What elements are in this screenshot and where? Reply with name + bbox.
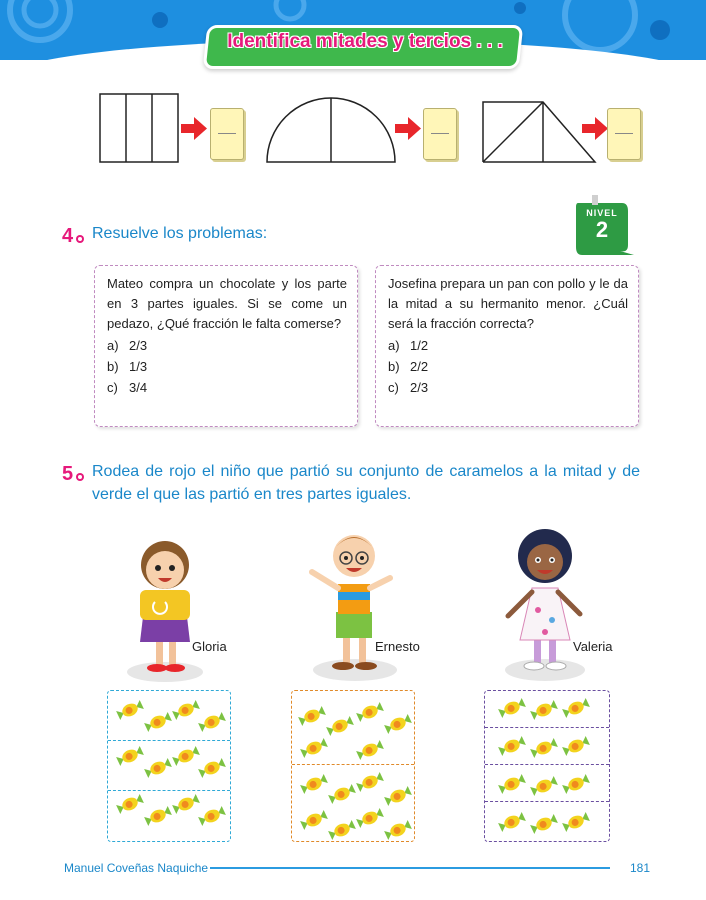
problem-1-text: Mateo compra un chocolate y los parte en 3 partes iguales. Si se come un pedazo, ¿Qué fracción le falta comerse?: [107, 276, 347, 331]
candy-icon: [530, 813, 559, 835]
candy-icon: [562, 735, 591, 757]
answer-box-2[interactable]: [423, 108, 457, 160]
problem-card-2: [375, 265, 639, 427]
candy-icon: [172, 699, 201, 721]
child-name-gloria: Gloria: [192, 639, 227, 654]
candy-icon: [300, 737, 329, 759]
problem-2-options: [388, 338, 588, 401]
fraction-shapes: [95, 88, 655, 168]
level-label: NIVEL: [586, 208, 618, 218]
candy-icon: [326, 715, 355, 737]
candy-icon: [562, 697, 591, 719]
child-name-ernesto: Ernesto: [375, 639, 420, 654]
candy-icon: [144, 805, 173, 827]
candy-icon: [356, 807, 385, 829]
footer-author: Manuel Coveñas Naquiche: [64, 861, 209, 875]
candy-icon: [562, 811, 591, 833]
page-title: Identifica mitades y tercios . . .: [227, 31, 503, 52]
candy-icon: [356, 701, 385, 723]
candy-icon: [116, 699, 145, 721]
candy-icon: [116, 793, 145, 815]
candy-layer: [100, 690, 620, 845]
rectangle-triangles-shape: [483, 102, 595, 162]
option-b[interactable]: b) 1/3: [107, 359, 148, 374]
exercise-4-instruction: Resuelve los problemas:: [92, 225, 268, 242]
candy-icon: [530, 775, 559, 797]
child-name-valeria: Valeria: [573, 639, 613, 654]
candy-icon: [356, 771, 385, 793]
candy-icon: [498, 811, 527, 833]
answer-box-3[interactable]: [607, 108, 641, 160]
candy-icon: [172, 793, 201, 815]
candy-icon: [300, 809, 329, 831]
candy-icon: [298, 705, 327, 727]
semicircle-halves-shape: [267, 98, 395, 162]
candy-icon: [384, 785, 413, 807]
option-b[interactable]: b) 2/2: [388, 359, 429, 374]
level-number: 2: [595, 217, 609, 242]
problem-1-options: [107, 338, 307, 401]
page-number: 181: [630, 861, 651, 875]
candy-icon: [198, 757, 227, 779]
level-badge: [572, 193, 636, 255]
problem-card-1: [94, 265, 358, 427]
option-c[interactable]: c) 3/4: [107, 380, 148, 395]
candy-icon: [300, 773, 329, 795]
exercise-5-instruction: Rodea de rojo el niño que partió su conjunto de caramelos a la mitad y de verde el que las partió en tres partes iguales.: [92, 463, 640, 503]
candy-icon: [530, 737, 559, 759]
children-illustration: [100, 520, 640, 690]
problem-2-text: Josefina prepara un pan con pollo y le da la mitad a su hermanito menor. ¿Cuál será la fracción correcta?: [388, 276, 628, 331]
candy-icon: [328, 819, 357, 841]
ernesto-figure: [312, 535, 397, 681]
arrow-icon: [395, 117, 421, 140]
exercise-4-number: 4: [62, 225, 74, 246]
valeria-figure: [505, 529, 585, 681]
arrow-icon: [181, 117, 207, 140]
option-a[interactable]: a) 1/2: [388, 338, 429, 353]
gloria-figure: [127, 541, 203, 682]
candy-icon: [144, 711, 173, 733]
candy-icon: [356, 739, 385, 761]
candy-icon: [498, 697, 527, 719]
exercise-4-marker: [62, 224, 88, 246]
candy-icon: [498, 735, 527, 757]
candy-icon: [384, 819, 413, 841]
candy-icon: [198, 711, 227, 733]
candy-icon: [530, 699, 559, 721]
rectangle-thirds-shape: [100, 94, 178, 162]
candy-icon: [562, 773, 591, 795]
exercise-5-number: 5: [62, 463, 74, 484]
candy-icon: [172, 745, 201, 767]
exercise-5-marker: [62, 462, 88, 484]
option-c[interactable]: c) 2/3: [388, 380, 429, 395]
candy-icon: [498, 773, 527, 795]
candy-icon: [198, 805, 227, 827]
candy-icon: [144, 757, 173, 779]
footer-divider: [210, 867, 610, 869]
candy-icon: [384, 713, 413, 735]
candy-icon: [328, 783, 357, 805]
candy-icon: [116, 745, 145, 767]
arrow-icon: [582, 117, 608, 140]
answer-box-1[interactable]: [210, 108, 244, 160]
option-a[interactable]: a) 2/3: [107, 338, 148, 353]
